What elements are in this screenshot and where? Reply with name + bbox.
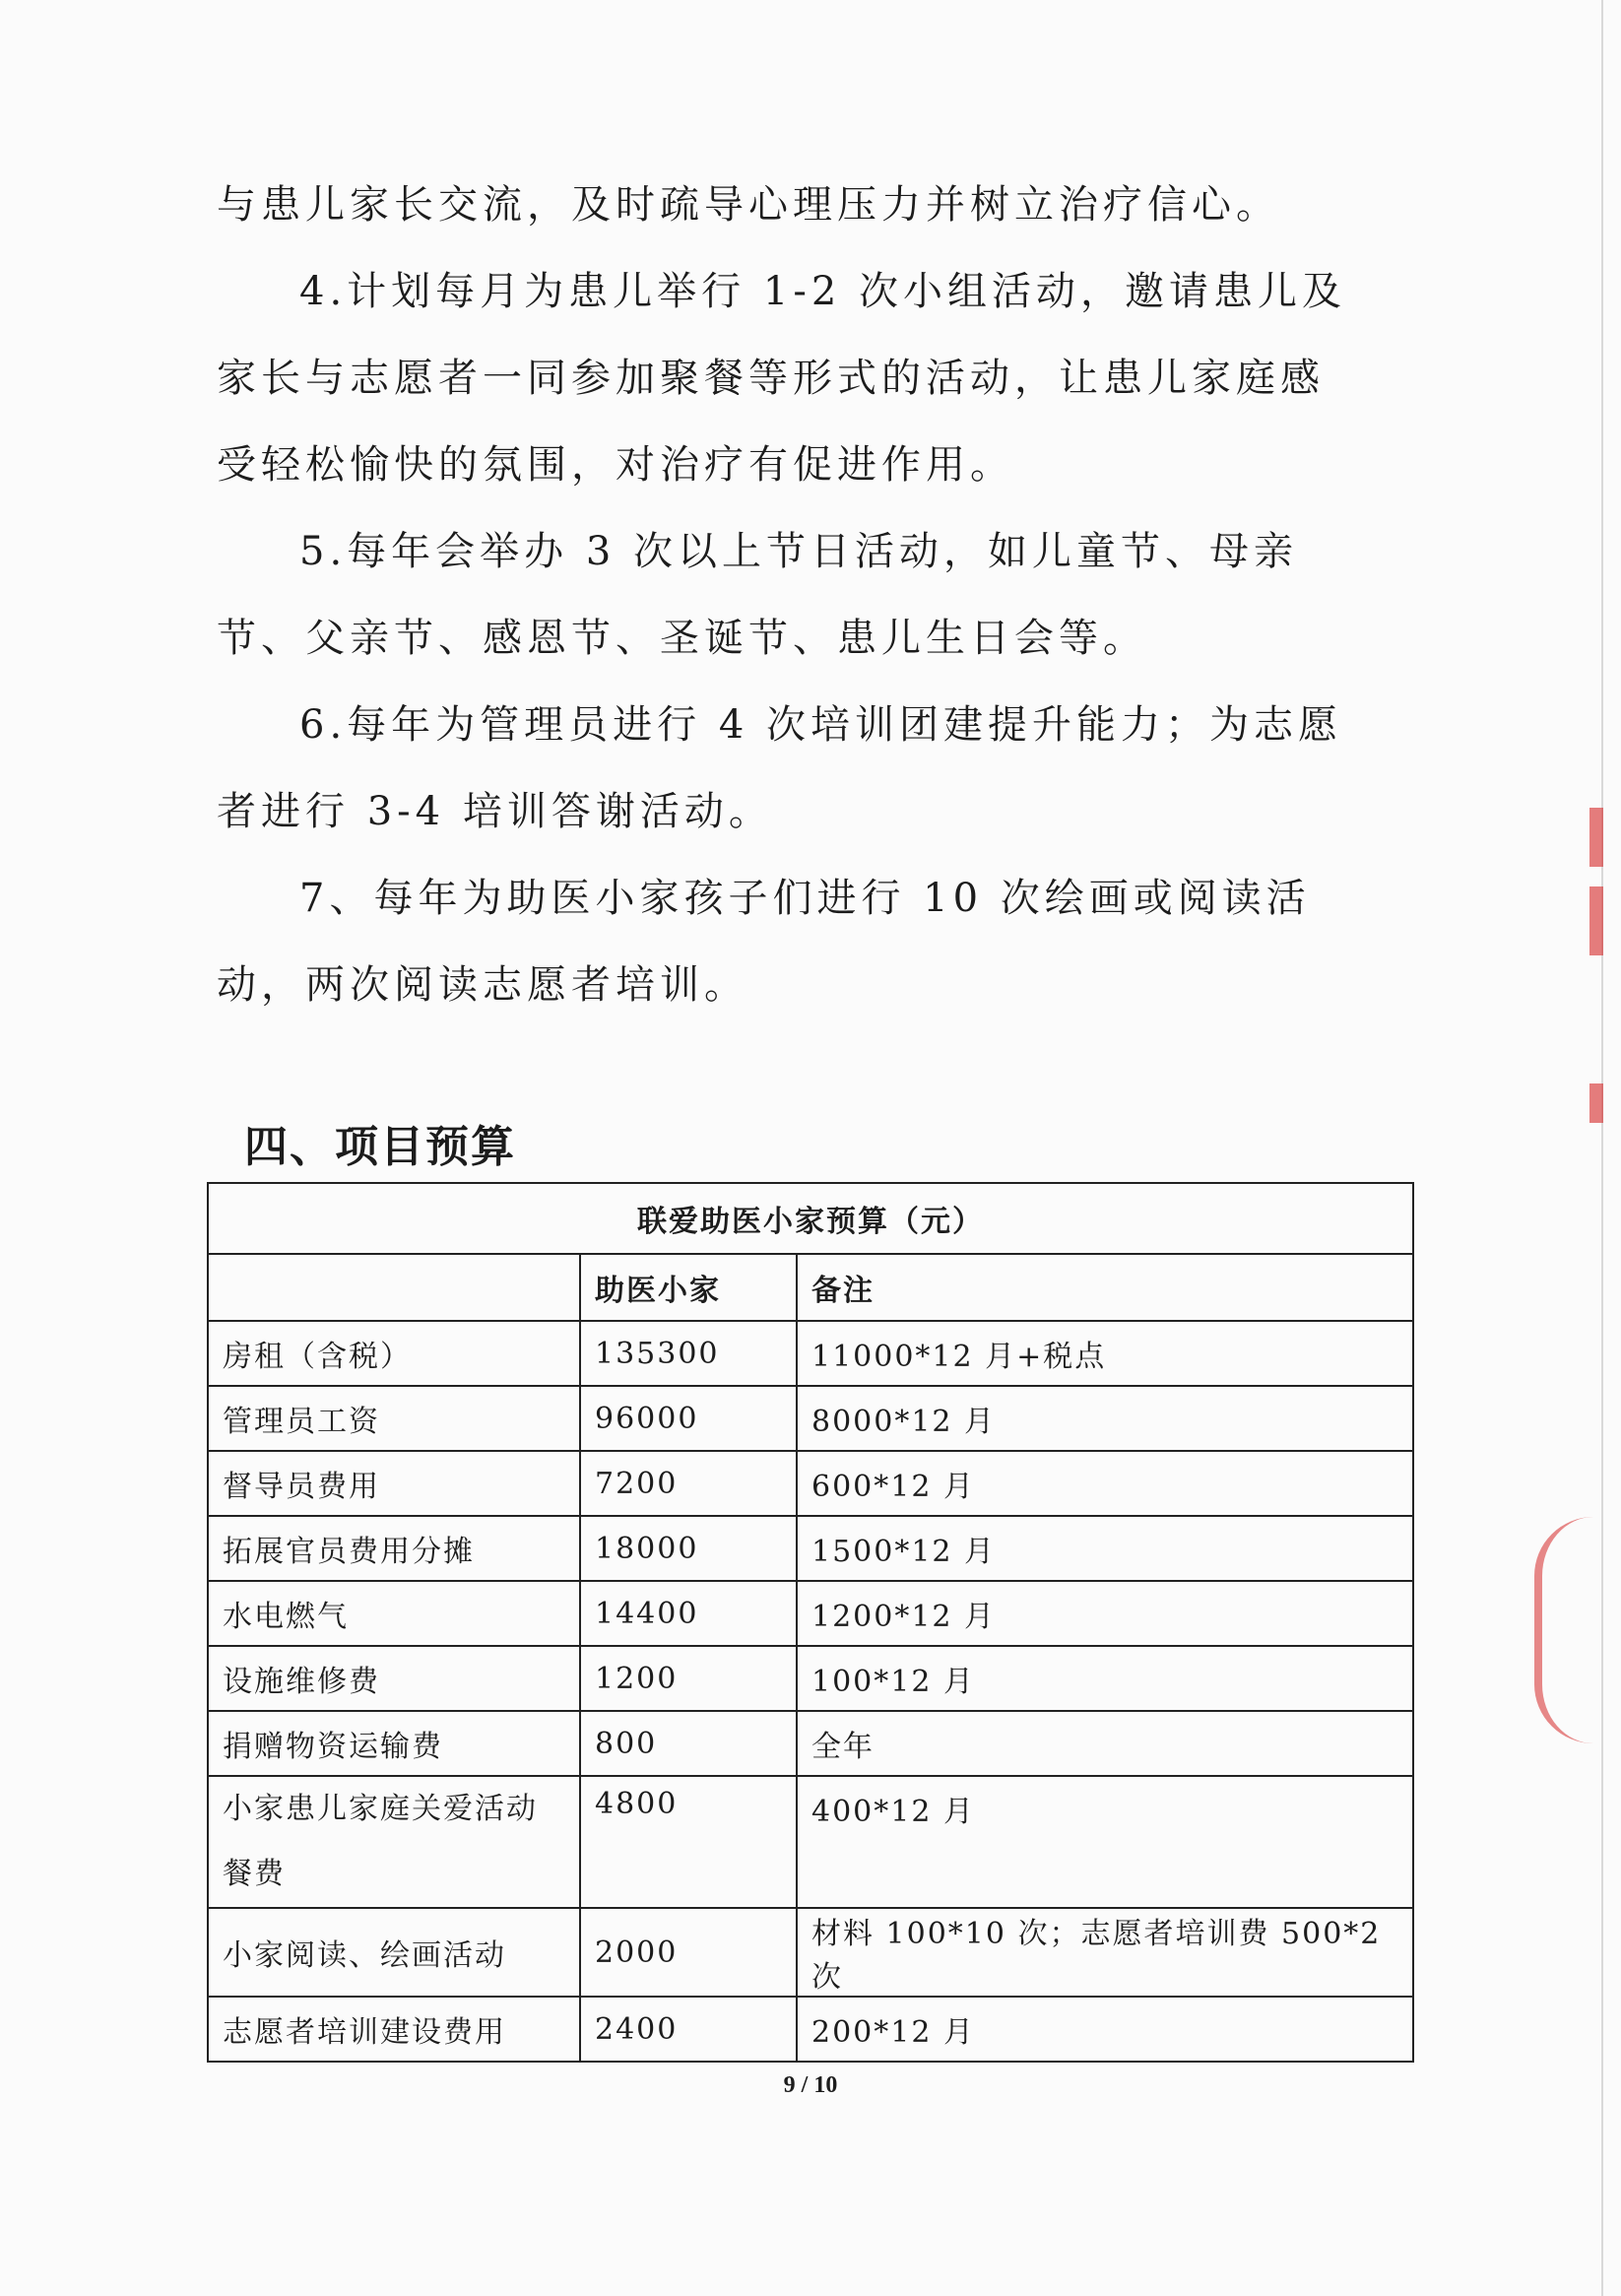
table-cell-note: 200*12 月 bbox=[797, 1997, 1413, 2062]
table-cell-note: 材料 100*10 次；志愿者培训费 500*2 次 bbox=[797, 1908, 1413, 1997]
table-row bbox=[208, 1711, 1413, 1776]
red-seal-mark bbox=[1589, 808, 1603, 867]
table-row bbox=[208, 1516, 1413, 1581]
table-cell-amount: 4800 bbox=[580, 1776, 797, 1908]
table-cell-item: 志愿者培训建设费用 bbox=[208, 1997, 580, 2062]
section-title-budget: 四、项目预算 bbox=[244, 1122, 516, 1172]
table-header-cell: 备注 bbox=[797, 1254, 1413, 1321]
table-row bbox=[208, 1997, 1413, 2062]
table-cell-item: 拓展官员费用分摊 bbox=[208, 1516, 580, 1581]
table-cell-note: 1500*12 月 bbox=[797, 1516, 1413, 1581]
table-cell-note: 100*12 月 bbox=[797, 1646, 1413, 1711]
table-header-cell bbox=[208, 1254, 580, 1321]
paragraph-item-5: 5.每年会举办 3 次以上节日活动，如儿童节、母亲节、父亲节、感恩节、圣诞节、患儿生日会等。 bbox=[217, 529, 1299, 661]
red-seal-stamp-edge bbox=[1534, 1517, 1611, 1743]
table-cell-amount: 96000 bbox=[580, 1386, 797, 1451]
table-cell-amount: 800 bbox=[580, 1711, 797, 1776]
table-cell-item: 设施维修费 bbox=[208, 1646, 580, 1711]
paragraph-item-7: 7、每年为助医小家孩子们进行 10 次绘画或阅读活动，两次阅读志愿者培训。 bbox=[217, 876, 1311, 1008]
table-cell-amount: 135300 bbox=[580, 1321, 797, 1386]
table-cell-note: 11000*12 月+税点 bbox=[797, 1321, 1413, 1386]
table-header-row bbox=[208, 1254, 1413, 1321]
table-row bbox=[208, 1386, 1413, 1451]
table-row bbox=[208, 1646, 1413, 1711]
paragraph-continuation: 与患儿家长交流，及时疏导心理压力并树立治疗信心。 bbox=[217, 182, 1280, 228]
red-seal-mark bbox=[1589, 886, 1603, 955]
table-cell-amount: 18000 bbox=[580, 1516, 797, 1581]
paragraph-item-6: 6.每年为管理员进行 4 次培训团建提升能力；为志愿者进行 3-4 培训答谢活动。 bbox=[217, 702, 1343, 834]
table-row bbox=[208, 1451, 1413, 1516]
table-cell-amount: 2400 bbox=[580, 1997, 797, 2062]
table-row bbox=[208, 1581, 1413, 1646]
budget-table bbox=[207, 1182, 1414, 2063]
table-cell-amount: 2000 bbox=[580, 1908, 797, 1997]
page-number: 9 / 10 bbox=[783, 2072, 838, 2098]
table-cell-note: 600*12 月 bbox=[797, 1451, 1413, 1516]
table-cell-item: 小家患儿家庭关爱活动餐费 bbox=[208, 1776, 580, 1908]
table-cell-note: 400*12 月 bbox=[797, 1776, 1413, 1908]
table-cell-note: 全年 bbox=[797, 1711, 1413, 1776]
paragraph-item-4: 4.计划每月为患儿举行 1-2 次小组活动，邀请患儿及家长与志愿者一同参加聚餐等形式的活动，让患儿家庭感受轻松愉快的氛围，对治疗有促进作用。 bbox=[217, 269, 1347, 488]
table-cell-amount: 14400 bbox=[580, 1581, 797, 1646]
table-cell-item: 小家阅读、绘画活动 bbox=[208, 1908, 580, 1997]
table-row bbox=[208, 1776, 1413, 1908]
table-cell-amount: 7200 bbox=[580, 1451, 797, 1516]
page-edge-line bbox=[1601, 0, 1603, 2296]
red-seal-mark bbox=[1589, 1083, 1603, 1123]
table-cell-item: 管理员工资 bbox=[208, 1386, 580, 1451]
table-cell-item: 捐赠物资运输费 bbox=[208, 1711, 580, 1776]
table-caption: 联爱助医小家预算（元） bbox=[208, 1183, 1413, 1254]
table-cell-item: 水电燃气 bbox=[208, 1581, 580, 1646]
table-cell-amount: 1200 bbox=[580, 1646, 797, 1711]
table-row bbox=[208, 1321, 1413, 1386]
table-cell-item: 督导员费用 bbox=[208, 1451, 580, 1516]
table-cell-item: 房租（含税） bbox=[208, 1321, 580, 1386]
table-row bbox=[208, 1908, 1413, 1997]
table-cell-note: 8000*12 月 bbox=[797, 1386, 1413, 1451]
table-header-cell: 助医小家 bbox=[580, 1254, 797, 1321]
table-cell-note: 1200*12 月 bbox=[797, 1581, 1413, 1646]
table-caption-row bbox=[208, 1183, 1413, 1254]
